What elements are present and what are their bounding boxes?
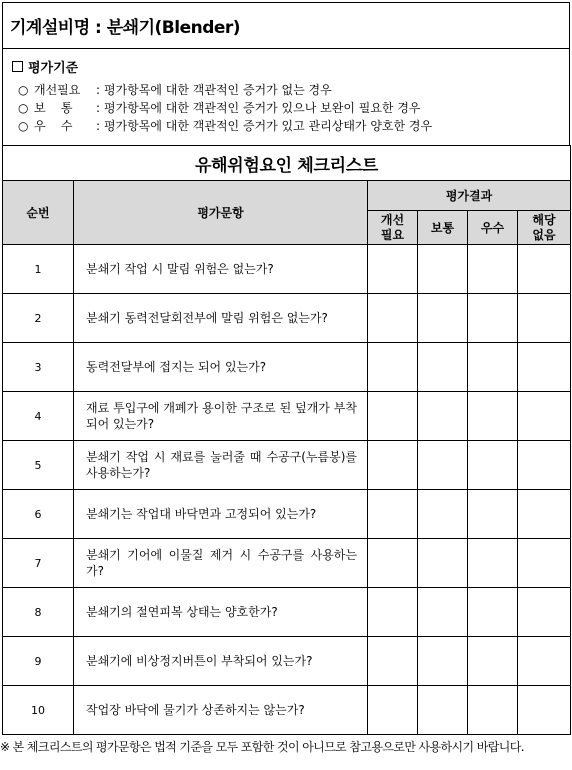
- row-number: 1: [3, 245, 74, 294]
- result-cell-needs-improvement[interactable]: [368, 588, 418, 637]
- footnote: ※ 본 체크리스트의 평가문항은 법적 기준을 모두 포함한 것이 아니므로 참고용으로만 사용하시기 바랍니다.: [0, 740, 524, 754]
- result-cell-needs-improvement[interactable]: [368, 343, 418, 392]
- result-cell-needs-improvement[interactable]: [368, 686, 418, 735]
- result-cell-excellent[interactable]: [468, 686, 518, 735]
- row-number: 9: [3, 637, 74, 686]
- row-question: 분쇄기 작업 시 재료를 눌러줄 때 수공구(누름봉)를 사용하는가?: [74, 441, 368, 490]
- row-number: 5: [3, 441, 74, 490]
- row-number: 10: [3, 686, 74, 735]
- header-no: 순번: [3, 181, 74, 245]
- result-cell-needs-improvement[interactable]: [368, 392, 418, 441]
- criteria-heading-label: 평가기준: [28, 61, 79, 76]
- table-row: [3, 441, 571, 490]
- table-row: [3, 392, 571, 441]
- result-cell-needs-improvement[interactable]: [368, 490, 418, 539]
- circle-bullet-icon: ○: [18, 101, 29, 115]
- result-cell-excellent[interactable]: [468, 343, 518, 392]
- row-question: 재료 투입구에 개폐가 용이한 구조로 된 덮개가 부착되어 있는가?: [74, 392, 368, 441]
- criteria-item-label: 보 통: [34, 101, 73, 115]
- result-cell-normal[interactable]: [418, 294, 468, 343]
- header-result: 평가결과: [368, 181, 571, 211]
- result-cell-not-applicable[interactable]: [518, 392, 571, 441]
- result-cell-needs-improvement[interactable]: [368, 245, 418, 294]
- result-cell-not-applicable[interactable]: [518, 637, 571, 686]
- result-cell-needs-improvement[interactable]: [368, 539, 418, 588]
- result-cell-not-applicable[interactable]: [518, 441, 571, 490]
- header-normal: 보통: [418, 211, 468, 245]
- checklist-title: 유해위험요인 체크리스트: [3, 146, 571, 181]
- result-cell-not-applicable[interactable]: [518, 539, 571, 588]
- table-row: [3, 294, 571, 343]
- table-row: [3, 686, 571, 735]
- criteria-colon: :: [95, 83, 101, 97]
- criteria-section: [2, 49, 570, 145]
- header-not-applicable: 해당 없음: [518, 211, 571, 245]
- checklist-rows: [3, 245, 571, 735]
- result-cell-needs-improvement[interactable]: [368, 294, 418, 343]
- result-cell-excellent[interactable]: [468, 392, 518, 441]
- result-cell-not-applicable[interactable]: [518, 490, 571, 539]
- header-needs-improvement: 개선 필요: [368, 211, 418, 245]
- circle-bullet-icon: ○: [18, 83, 29, 97]
- criteria-item-text: 평가항목에 대한 객관적인 증거가 있으나 보완이 필요한 경우: [104, 101, 421, 115]
- result-cell-excellent[interactable]: [468, 245, 518, 294]
- row-question: 작업장 바닥에 물기가 상존하지는 않는가?: [74, 686, 368, 735]
- result-cell-normal[interactable]: [418, 392, 468, 441]
- table-row: [3, 588, 571, 637]
- row-question: 분쇄기 기어에 이물질 제거 시 수공구를 사용하는가?: [74, 539, 368, 588]
- row-number: 6: [3, 490, 74, 539]
- result-cell-excellent[interactable]: [468, 294, 518, 343]
- criteria-item-text: 평가항목에 대한 객관적인 증거가 없는 경우: [104, 83, 332, 97]
- row-number: 4: [3, 392, 74, 441]
- table-row: [3, 343, 571, 392]
- result-cell-not-applicable[interactable]: [518, 686, 571, 735]
- criteria-colon: :: [95, 101, 101, 115]
- title-box: [2, 2, 570, 49]
- result-cell-normal[interactable]: [418, 686, 468, 735]
- row-question: 분쇄기의 절연피복 상태는 양호한가?: [74, 588, 368, 637]
- checkbox-square-icon: [12, 61, 23, 72]
- result-cell-normal[interactable]: [418, 441, 468, 490]
- result-cell-excellent[interactable]: [468, 588, 518, 637]
- criteria-item-text: 평가항목에 대한 객관적인 증거가 있고 관리상태가 양호한 경우: [104, 119, 433, 133]
- result-cell-excellent[interactable]: [468, 637, 518, 686]
- result-cell-not-applicable[interactable]: [518, 588, 571, 637]
- table-row: [3, 539, 571, 588]
- header-excellent: 우수: [468, 211, 518, 245]
- row-question: 분쇄기 작업 시 말림 위험은 없는가?: [74, 245, 368, 294]
- table-row: [3, 490, 571, 539]
- criteria-item: [12, 81, 569, 99]
- criteria-item: [12, 117, 569, 135]
- result-cell-needs-improvement[interactable]: [368, 441, 418, 490]
- criteria-colon: :: [95, 119, 101, 133]
- checklist-table: [2, 145, 571, 735]
- result-cell-needs-improvement[interactable]: [368, 637, 418, 686]
- result-cell-excellent[interactable]: [468, 539, 518, 588]
- row-question: 분쇄기 동력전달회전부에 말림 위험은 없는가?: [74, 294, 368, 343]
- result-cell-normal[interactable]: [418, 245, 468, 294]
- table-row: [3, 245, 571, 294]
- result-cell-normal[interactable]: [418, 637, 468, 686]
- table-row: [3, 637, 571, 686]
- header-item: 평가문항: [74, 181, 368, 245]
- row-number: 2: [3, 294, 74, 343]
- result-cell-not-applicable[interactable]: [518, 343, 571, 392]
- criteria-item: [12, 99, 569, 117]
- result-cell-not-applicable[interactable]: [518, 245, 571, 294]
- result-cell-excellent[interactable]: [468, 441, 518, 490]
- criteria-item-label: 우 수: [34, 119, 73, 133]
- row-question: 분쇄기는 작업대 바닥면과 고정되어 있는가?: [74, 490, 368, 539]
- result-cell-not-applicable[interactable]: [518, 294, 571, 343]
- criteria-heading: [12, 57, 569, 76]
- result-cell-normal[interactable]: [418, 539, 468, 588]
- circle-bullet-icon: ○: [18, 119, 29, 133]
- row-number: 7: [3, 539, 74, 588]
- result-cell-excellent[interactable]: [468, 490, 518, 539]
- checklist-sheet: [2, 2, 570, 755]
- row-question: 분쇄기에 비상정지버튼이 부착되어 있는가?: [74, 637, 368, 686]
- result-cell-normal[interactable]: [418, 588, 468, 637]
- row-question: 동력전달부에 접지는 되어 있는가?: [74, 343, 368, 392]
- page-title: 기계설비명 : 분쇄기(Blender): [10, 18, 241, 38]
- result-cell-normal[interactable]: [418, 490, 468, 539]
- result-cell-normal[interactable]: [418, 343, 468, 392]
- row-number: 3: [3, 343, 74, 392]
- row-number: 8: [3, 588, 74, 637]
- criteria-item-label: 개선필요: [34, 83, 81, 97]
